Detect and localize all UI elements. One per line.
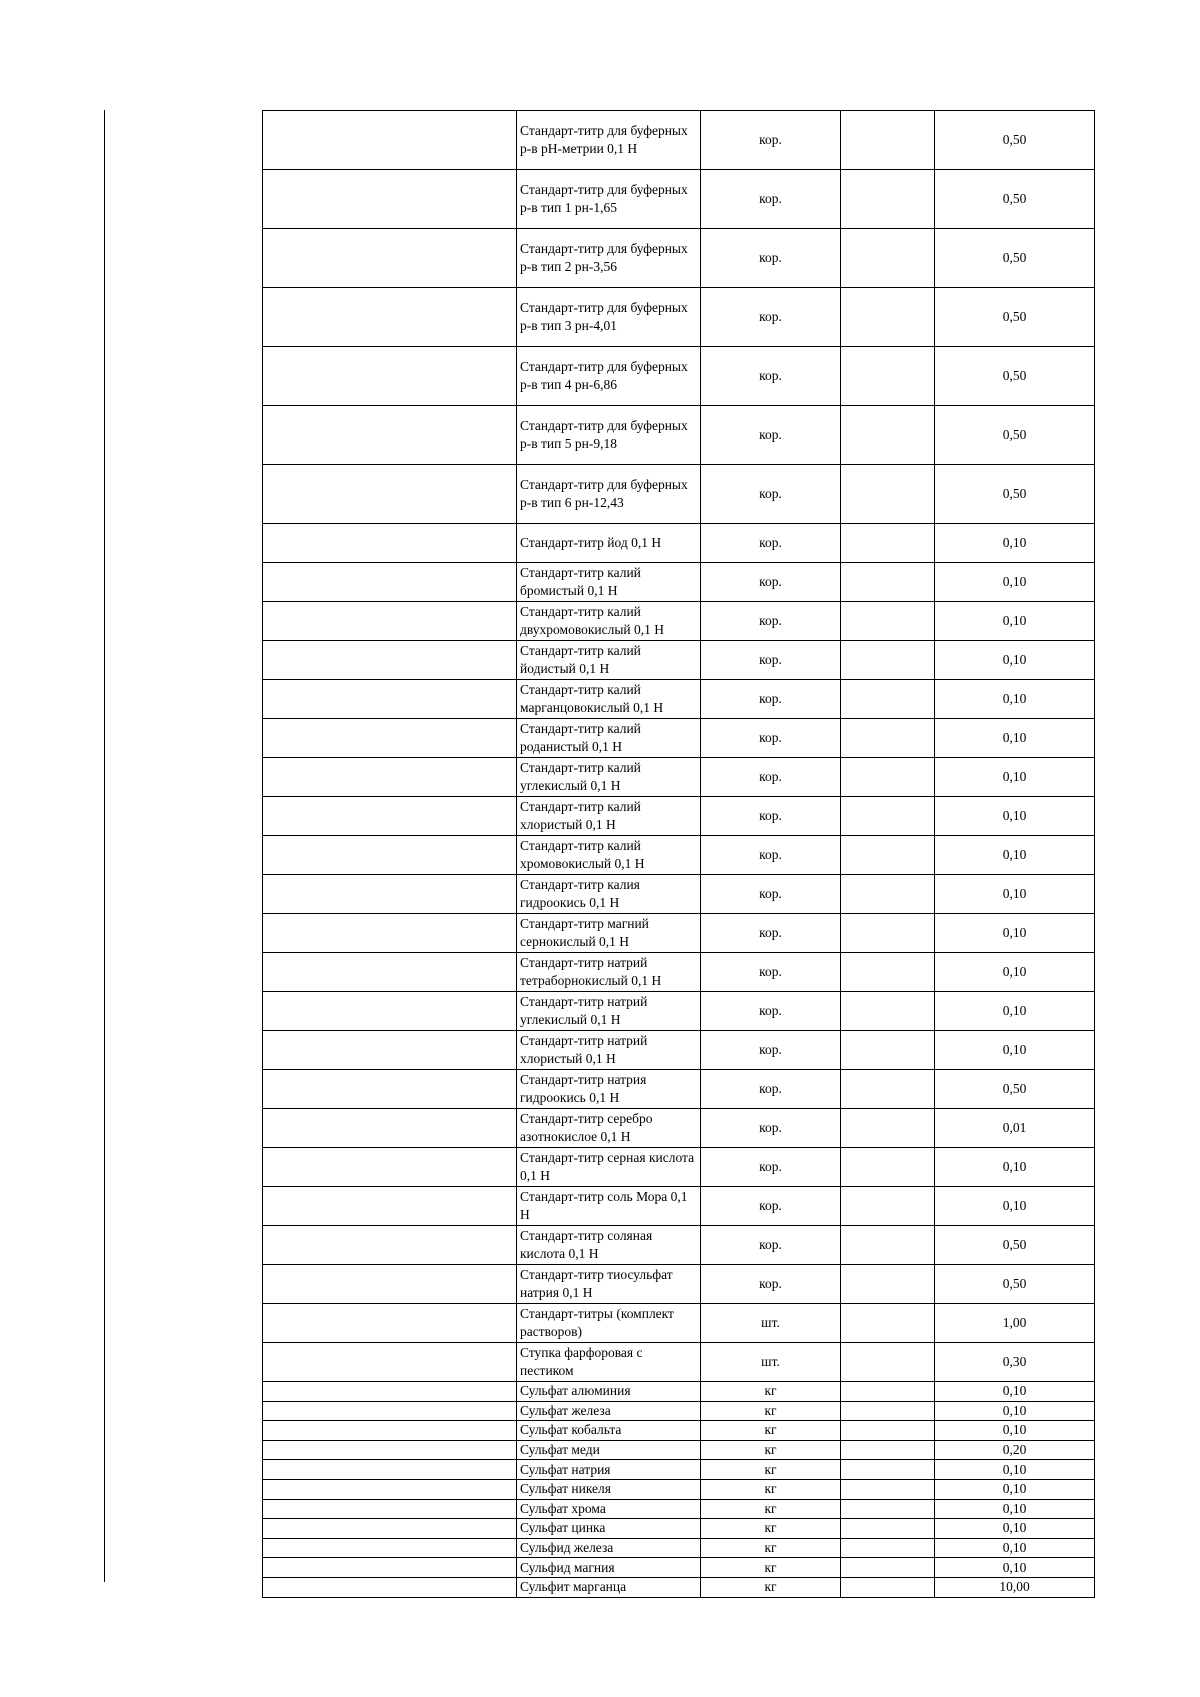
row-unit-cell: кор. [701,719,841,758]
row-empty-cell [841,170,935,229]
row-empty-cell [841,953,935,992]
row-empty-cell [841,1401,935,1421]
row-quantity-cell: 0,10 [935,1519,1095,1539]
table-row [263,680,1095,719]
table-row [263,1558,1095,1578]
row-name-cell: Стандарт-титр натрий хлористый 0,1 Н [517,1031,701,1070]
row-quantity-cell: 0,50 [935,111,1095,170]
row-name-cell: Сульфид железа [517,1538,701,1558]
table-row [263,836,1095,875]
row-empty-cell [841,1265,935,1304]
row-empty-cell [263,1226,517,1265]
row-quantity-cell: 0,10 [935,1558,1095,1578]
row-name-cell: Стандарт-титр калий углекислый 0,1 Н [517,758,701,797]
table-row [263,1070,1095,1109]
row-empty-cell [263,1265,517,1304]
row-name-cell: Стандарт-титр для буферных р-в тип 6 рн-12,43 [517,465,701,524]
row-quantity-cell: 0,10 [935,1148,1095,1187]
row-empty-cell [841,1538,935,1558]
row-unit-cell: кг [701,1421,841,1441]
row-empty-cell [841,1558,935,1578]
table-row [263,1226,1095,1265]
row-name-cell: Стандарт-титр калий хлористый 0,1 Н [517,797,701,836]
row-name-cell: Стандарт-титр калий хромовокислый 0,1 Н [517,836,701,875]
row-empty-cell [263,563,517,602]
row-empty-cell [841,719,935,758]
row-empty-cell [263,797,517,836]
row-empty-cell [263,1421,517,1441]
row-quantity-cell: 0,10 [935,758,1095,797]
table-row [263,797,1095,836]
row-name-cell: Стандарт-титр для буферных р-в pH-метрии 0,1 Н [517,111,701,170]
row-unit-cell: кор. [701,641,841,680]
row-name-cell: Стандарт-титр для буферных р-в тип 1 рн-1,65 [517,170,701,229]
row-quantity-cell: 0,10 [935,836,1095,875]
row-unit-cell: кор. [701,914,841,953]
row-empty-cell [263,680,517,719]
row-name-cell: Стандарт-титры (комплект растворов) [517,1304,701,1343]
row-quantity-cell: 0,10 [935,992,1095,1031]
row-empty-cell [841,1460,935,1480]
table-row [263,719,1095,758]
row-empty-cell [841,229,935,288]
row-name-cell: Стандарт-титр калий бромистый 0,1 Н [517,563,701,602]
row-empty-cell [841,111,935,170]
row-empty-cell [263,914,517,953]
row-quantity-cell: 0,10 [935,1031,1095,1070]
row-unit-cell: кор. [701,875,841,914]
table-row [263,1479,1095,1499]
row-quantity-cell: 0,50 [935,465,1095,524]
row-empty-cell [841,1148,935,1187]
table-row [263,229,1095,288]
row-unit-cell: кор. [701,229,841,288]
row-empty-cell [263,1440,517,1460]
row-unit-cell: кор. [701,111,841,170]
table-row [263,1148,1095,1187]
row-unit-cell: кг [701,1382,841,1402]
row-empty-cell [263,992,517,1031]
row-name-cell: Стандарт-титр калий йодистый 0,1 Н [517,641,701,680]
row-empty-cell [841,602,935,641]
row-name-cell: Ступка фарфоровая с пестиком [517,1343,701,1382]
row-empty-cell [263,1401,517,1421]
row-empty-cell [841,875,935,914]
row-quantity-cell: 10,00 [935,1577,1095,1597]
row-unit-cell: кор. [701,465,841,524]
row-unit-cell: кор. [701,992,841,1031]
items-table [262,110,1095,1598]
row-unit-cell: кор. [701,1031,841,1070]
row-empty-cell [841,1440,935,1460]
row-empty-cell [263,719,517,758]
row-name-cell: Сульфат алюминия [517,1382,701,1402]
row-unit-cell: кор. [701,170,841,229]
row-unit-cell: шт. [701,1343,841,1382]
row-name-cell: Стандарт-титр для буферных р-в тип 5 рн-9,18 [517,406,701,465]
row-empty-cell [841,347,935,406]
table-row [263,288,1095,347]
row-empty-cell [263,1519,517,1539]
left-margin-rule [104,110,105,1582]
row-empty-cell [841,758,935,797]
row-quantity-cell: 0,01 [935,1109,1095,1148]
row-unit-cell: кор. [701,836,841,875]
row-empty-cell [263,1499,517,1519]
row-empty-cell [841,1070,935,1109]
row-quantity-cell: 0,20 [935,1440,1095,1460]
row-name-cell: Стандарт-титр магний сернокислый 0,1 Н [517,914,701,953]
row-unit-cell: кор. [701,680,841,719]
row-name-cell: Стандарт-титр соляная кислота 0,1 Н [517,1226,701,1265]
row-name-cell: Стандарт-титр для буферных р-в тип 3 рн-4,01 [517,288,701,347]
table-row [263,1460,1095,1480]
row-name-cell: Стандарт-титр калий роданистый 0,1 Н [517,719,701,758]
row-quantity-cell: 0,10 [935,953,1095,992]
row-name-cell: Стандарт-титр калия гидроокись 0,1 Н [517,875,701,914]
table-row [263,1265,1095,1304]
table-row [263,111,1095,170]
row-unit-cell: кор. [701,1148,841,1187]
row-name-cell: Сульфид магния [517,1558,701,1578]
row-empty-cell [841,1031,935,1070]
row-unit-cell: кг [701,1519,841,1539]
row-empty-cell [841,563,935,602]
row-unit-cell: кг [701,1440,841,1460]
row-quantity-cell: 0,50 [935,1265,1095,1304]
row-unit-cell: кор. [701,288,841,347]
row-unit-cell: кор. [701,1265,841,1304]
row-unit-cell: кор. [701,406,841,465]
row-name-cell: Сульфат меди [517,1440,701,1460]
row-quantity-cell: 0,10 [935,797,1095,836]
row-empty-cell [263,1382,517,1402]
row-quantity-cell: 0,10 [935,602,1095,641]
table-row [263,465,1095,524]
row-quantity-cell: 0,10 [935,1187,1095,1226]
row-quantity-cell: 0,10 [935,1382,1095,1402]
table-row [263,953,1095,992]
table-row [263,992,1095,1031]
row-quantity-cell: 0,10 [935,1479,1095,1499]
row-quantity-cell: 0,50 [935,347,1095,406]
row-empty-cell [263,1343,517,1382]
row-unit-cell: кг [701,1577,841,1597]
row-unit-cell: кор. [701,797,841,836]
row-empty-cell [841,406,935,465]
row-unit-cell: кор. [701,1187,841,1226]
row-quantity-cell: 0,10 [935,524,1095,563]
row-quantity-cell: 0,30 [935,1343,1095,1382]
row-quantity-cell: 0,50 [935,229,1095,288]
row-unit-cell: кор. [701,602,841,641]
table-row [263,1109,1095,1148]
row-empty-cell [841,641,935,680]
table-row [263,347,1095,406]
row-empty-cell [841,914,935,953]
row-empty-cell [263,641,517,680]
row-unit-cell: кг [701,1499,841,1519]
table-row [263,914,1095,953]
row-empty-cell [263,1558,517,1578]
row-empty-cell [841,465,935,524]
row-empty-cell [841,680,935,719]
row-name-cell: Сульфат цинка [517,1519,701,1539]
row-quantity-cell: 0,10 [935,914,1095,953]
row-empty-cell [841,1479,935,1499]
table-row [263,1499,1095,1519]
row-empty-cell [263,1577,517,1597]
row-name-cell: Стандарт-титр натрий углекислый 0,1 Н [517,992,701,1031]
table-row [263,1538,1095,1558]
row-quantity-cell: 0,10 [935,641,1095,680]
row-empty-cell [263,347,517,406]
row-empty-cell [263,1148,517,1187]
row-quantity-cell: 0,50 [935,288,1095,347]
row-quantity-cell: 0,10 [935,1538,1095,1558]
table-row [263,1187,1095,1226]
row-empty-cell [841,1382,935,1402]
row-empty-cell [841,1519,935,1539]
row-unit-cell: кор. [701,347,841,406]
row-quantity-cell: 1,00 [935,1304,1095,1343]
table-row [263,1382,1095,1402]
row-empty-cell [263,1460,517,1480]
table-row [263,1304,1095,1343]
row-unit-cell: кг [701,1401,841,1421]
table-row [263,170,1095,229]
row-empty-cell [263,1187,517,1226]
table-row [263,1519,1095,1539]
row-quantity-cell: 0,50 [935,170,1095,229]
row-unit-cell: кор. [701,1070,841,1109]
table-row [263,563,1095,602]
row-name-cell: Сульфат кобальта [517,1421,701,1441]
row-unit-cell: кг [701,1460,841,1480]
row-empty-cell [263,875,517,914]
row-empty-cell [841,524,935,563]
row-unit-cell: кор. [701,1109,841,1148]
row-unit-cell: кор. [701,524,841,563]
table-row [263,1577,1095,1597]
table-row [263,758,1095,797]
table-row [263,1440,1095,1460]
row-empty-cell [263,524,517,563]
row-unit-cell: кор. [701,563,841,602]
row-quantity-cell: 0,10 [935,1421,1095,1441]
row-empty-cell [841,1421,935,1441]
row-quantity-cell: 0,10 [935,1460,1095,1480]
row-empty-cell [263,288,517,347]
row-name-cell: Стандарт-титр тиосульфат натрия 0,1 Н [517,1265,701,1304]
row-empty-cell [841,288,935,347]
row-name-cell: Сульфат железа [517,1401,701,1421]
row-empty-cell [263,953,517,992]
table-row [263,641,1095,680]
row-empty-cell [263,229,517,288]
row-empty-cell [263,602,517,641]
row-empty-cell [263,1479,517,1499]
row-name-cell: Стандарт-титр калий двухромовокислый 0,1 Н [517,602,701,641]
row-unit-cell: кг [701,1479,841,1499]
row-empty-cell [263,465,517,524]
row-unit-cell: кор. [701,758,841,797]
row-name-cell: Сульфат хрома [517,1499,701,1519]
row-empty-cell [841,1226,935,1265]
row-name-cell: Сульфат никеля [517,1479,701,1499]
row-name-cell: Сульфит марганца [517,1577,701,1597]
row-name-cell: Сульфат натрия [517,1460,701,1480]
table-row [263,875,1095,914]
table-row [263,1401,1095,1421]
row-quantity-cell: 0,10 [935,1401,1095,1421]
row-unit-cell: кор. [701,1226,841,1265]
row-empty-cell [841,1187,935,1226]
row-unit-cell: шт. [701,1304,841,1343]
row-quantity-cell: 0,50 [935,1070,1095,1109]
row-name-cell: Стандарт-титр соль Мора 0,1 Н [517,1187,701,1226]
row-name-cell: Стандарт-титр серебро азотнокислое 0,1 Н [517,1109,701,1148]
row-name-cell: Стандарт-титр для буферных р-в тип 2 рн-3,56 [517,229,701,288]
row-quantity-cell: 0,10 [935,680,1095,719]
row-name-cell: Стандарт-титр серная кислота 0,1 Н [517,1148,701,1187]
row-empty-cell [263,170,517,229]
row-quantity-cell: 0,10 [935,875,1095,914]
row-empty-cell [841,992,935,1031]
row-name-cell: Стандарт-титр для буферных р-в тип 4 рн-6,86 [517,347,701,406]
row-empty-cell [263,1538,517,1558]
row-name-cell: Стандарт-титр калий марганцовокислый 0,1 Н [517,680,701,719]
table-row [263,1421,1095,1441]
row-name-cell: Стандарт-титр натрия гидроокись 0,1 Н [517,1070,701,1109]
row-empty-cell [841,1499,935,1519]
table-row [263,602,1095,641]
table-row [263,406,1095,465]
row-empty-cell [263,1031,517,1070]
row-empty-cell [263,1304,517,1343]
row-unit-cell: кор. [701,953,841,992]
row-empty-cell [263,1109,517,1148]
row-name-cell: Стандарт-титр йод 0,1 Н [517,524,701,563]
row-empty-cell [263,111,517,170]
row-quantity-cell: 0,10 [935,1499,1095,1519]
row-unit-cell: кг [701,1538,841,1558]
row-unit-cell: кг [701,1558,841,1578]
row-quantity-cell: 0,50 [935,1226,1095,1265]
row-empty-cell [841,797,935,836]
table-row [263,524,1095,563]
row-quantity-cell: 0,10 [935,719,1095,758]
row-quantity-cell: 0,50 [935,406,1095,465]
table-row [263,1031,1095,1070]
row-empty-cell [263,406,517,465]
row-empty-cell [263,1070,517,1109]
row-empty-cell [841,1304,935,1343]
row-quantity-cell: 0,10 [935,563,1095,602]
row-name-cell: Стандарт-титр натрий тетраборнокислый 0,1 Н [517,953,701,992]
row-empty-cell [841,1343,935,1382]
row-empty-cell [841,1109,935,1148]
row-empty-cell [841,836,935,875]
row-empty-cell [263,758,517,797]
items-table-body [263,111,1095,1598]
table-row [263,1343,1095,1382]
row-empty-cell [841,1577,935,1597]
row-empty-cell [263,836,517,875]
